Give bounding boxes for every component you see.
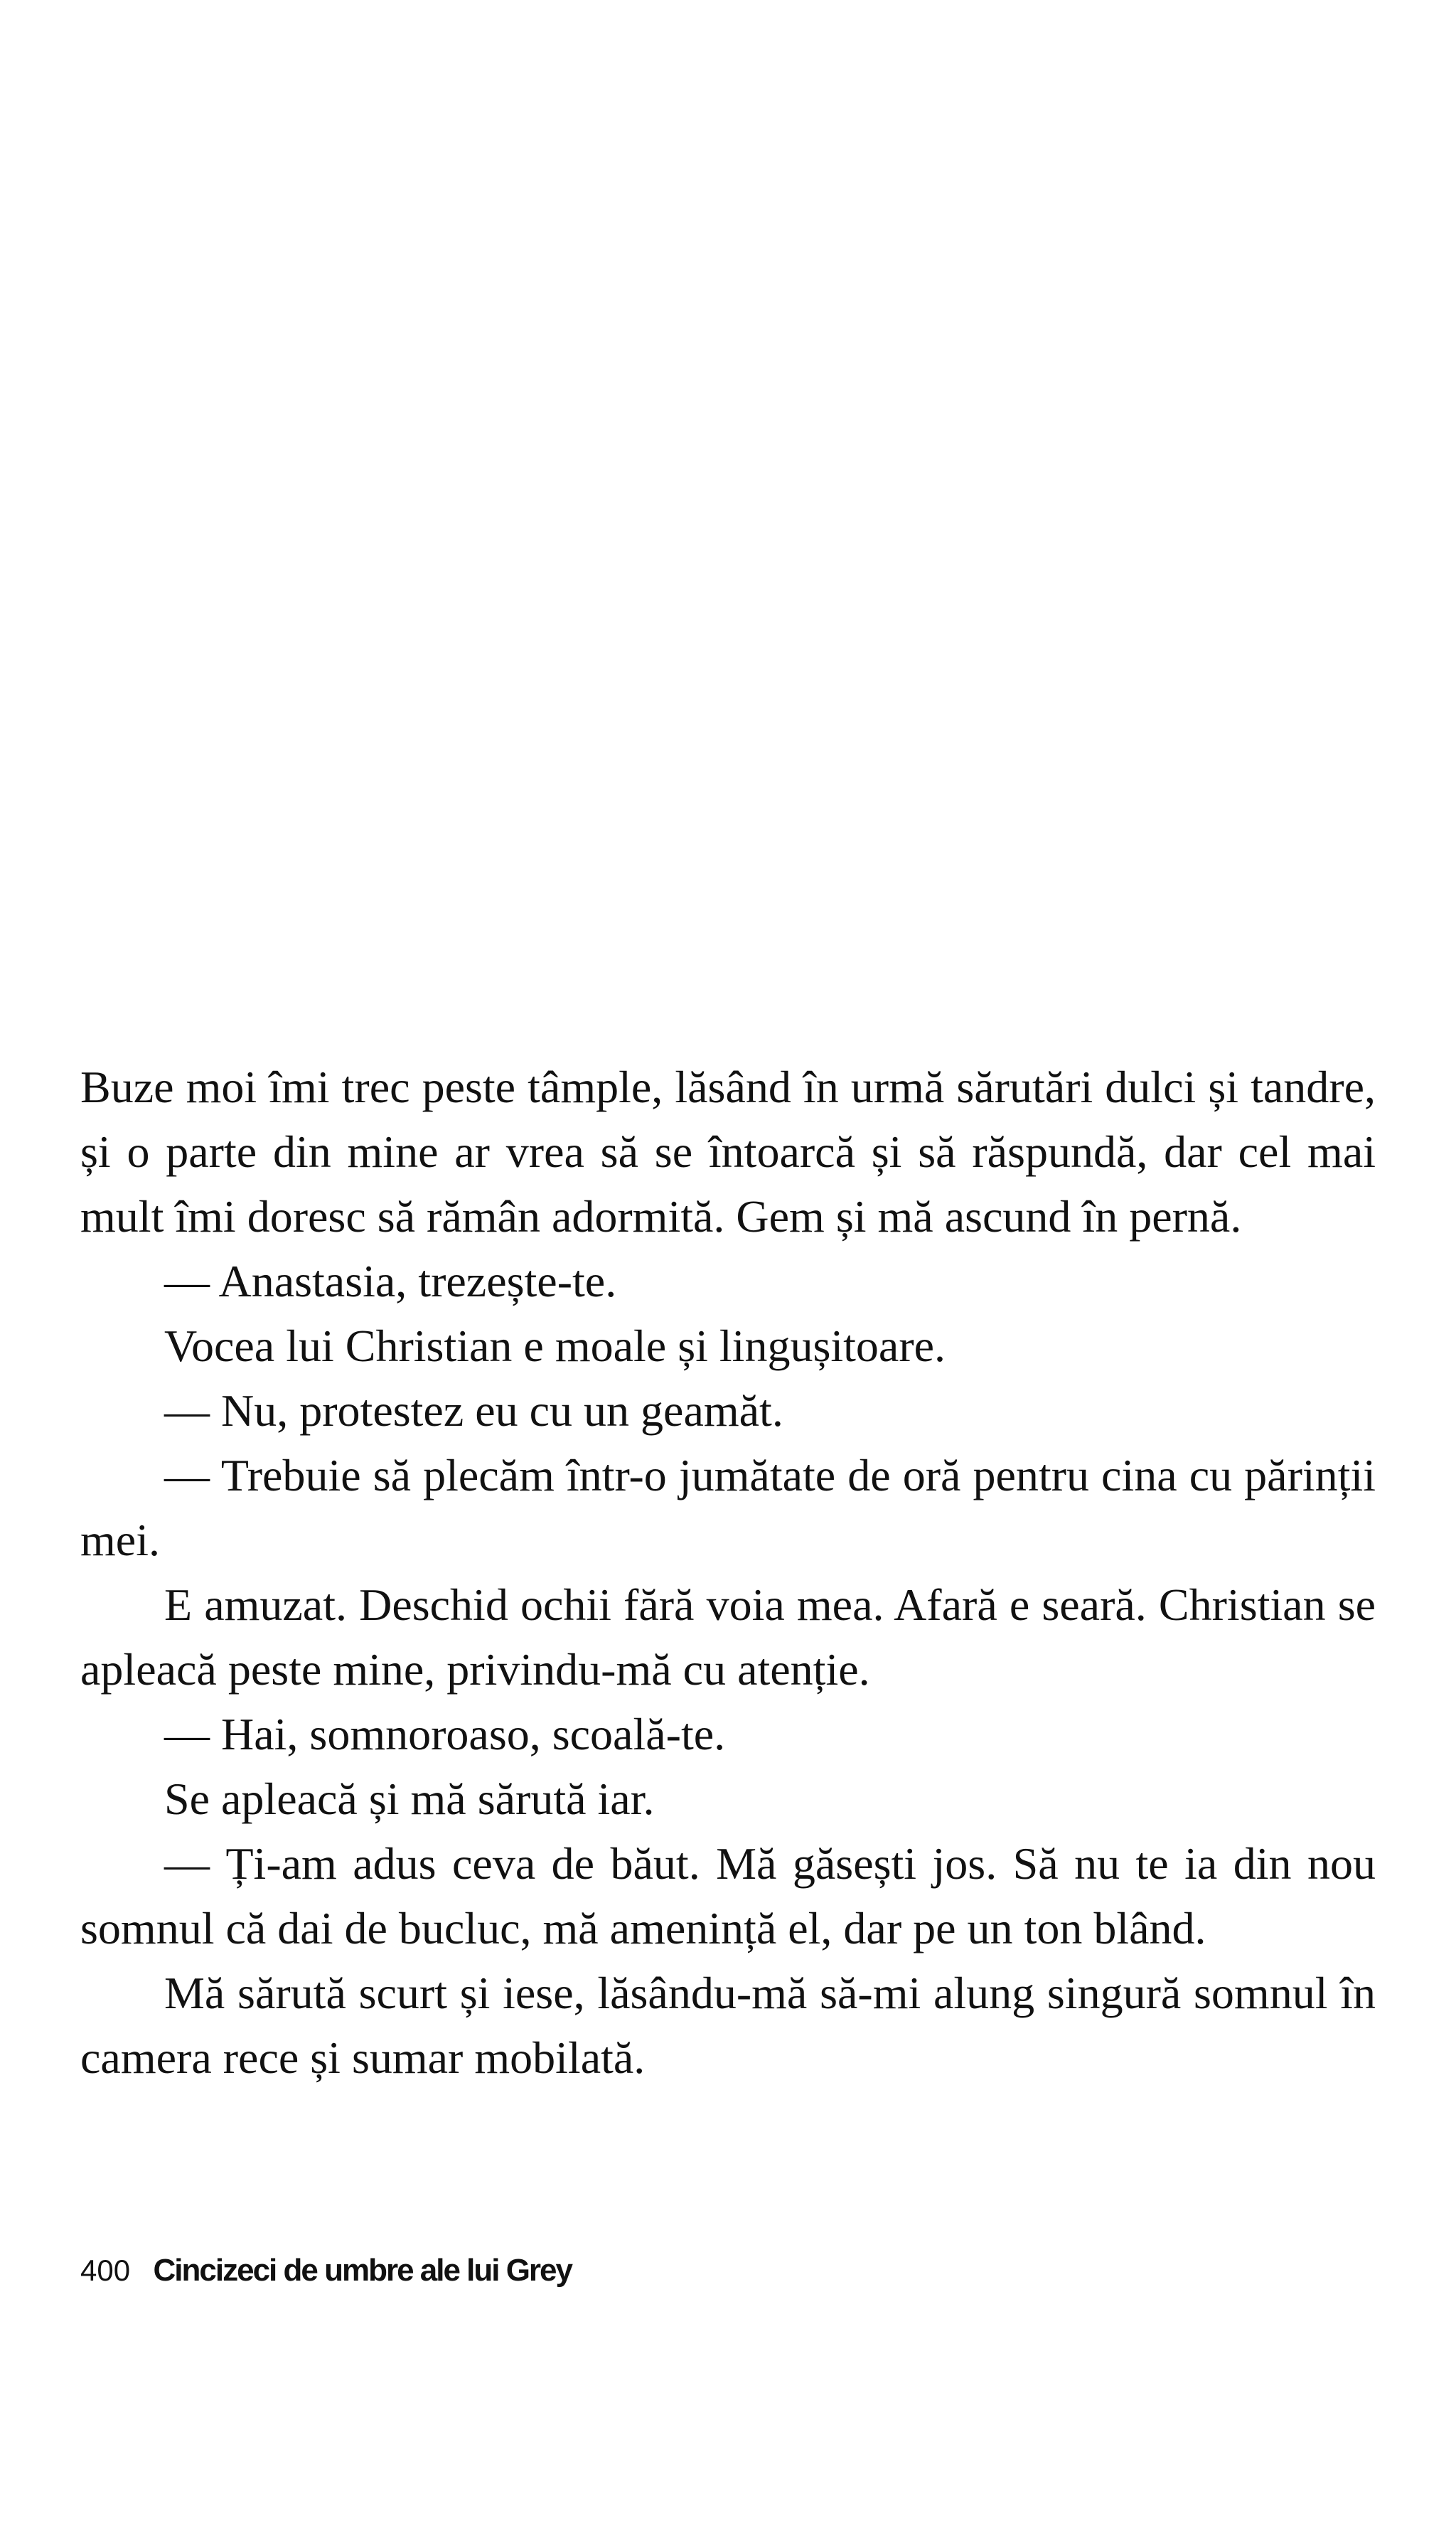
running-title: Cincizeci de umbre ale lui Grey bbox=[153, 2253, 572, 2288]
paragraph: Mă sărută scurt și iese, lăsându-mă să-mi alung singură somnul în camera rece și sumar mobilată. bbox=[80, 1968, 1376, 2083]
paragraph: — Anastasia, trezește-te. bbox=[164, 1256, 617, 1306]
paragraph: E amuzat. Deschid ochii fără voia mea. Afară e seară. Christian se apleacă peste mine, privindu-mă cu atenție. bbox=[80, 1579, 1376, 1695]
paragraph: Vocea lui Christian e moale și lingușitoare. bbox=[164, 1321, 946, 1371]
paragraph: — Ți-am adus ceva de băut. Mă găsești jos. Să nu te ia din nou somnul că dai de bucluc, mă amenință el, dar pe un ton blând. bbox=[80, 1838, 1376, 1953]
paragraph: — Hai, somnoroaso, scoală-te. bbox=[164, 1709, 726, 1759]
paragraph: Buze moi îmi trec peste tâmple, lăsând în urmă sărutări dulci și tandre, și o parte din mine ar vrea să se întoarcă și să răspundă, dar cel mai mult îmi doresc să rămân adormită. Gem și mă ascund în pernă. bbox=[80, 1062, 1376, 1242]
body-text bbox=[80, 1055, 1376, 2090]
paragraph: — Trebuie să plecăm într-o jumătate de oră pentru cina cu părinții mei. bbox=[80, 1450, 1376, 1565]
paragraph: Se apleacă și mă sărută iar. bbox=[164, 1774, 655, 1824]
page-footer bbox=[80, 2253, 572, 2288]
page-number: 400 bbox=[80, 2254, 131, 2287]
paragraph: — Nu, protestez eu cu un geamăt. bbox=[164, 1385, 783, 1436]
